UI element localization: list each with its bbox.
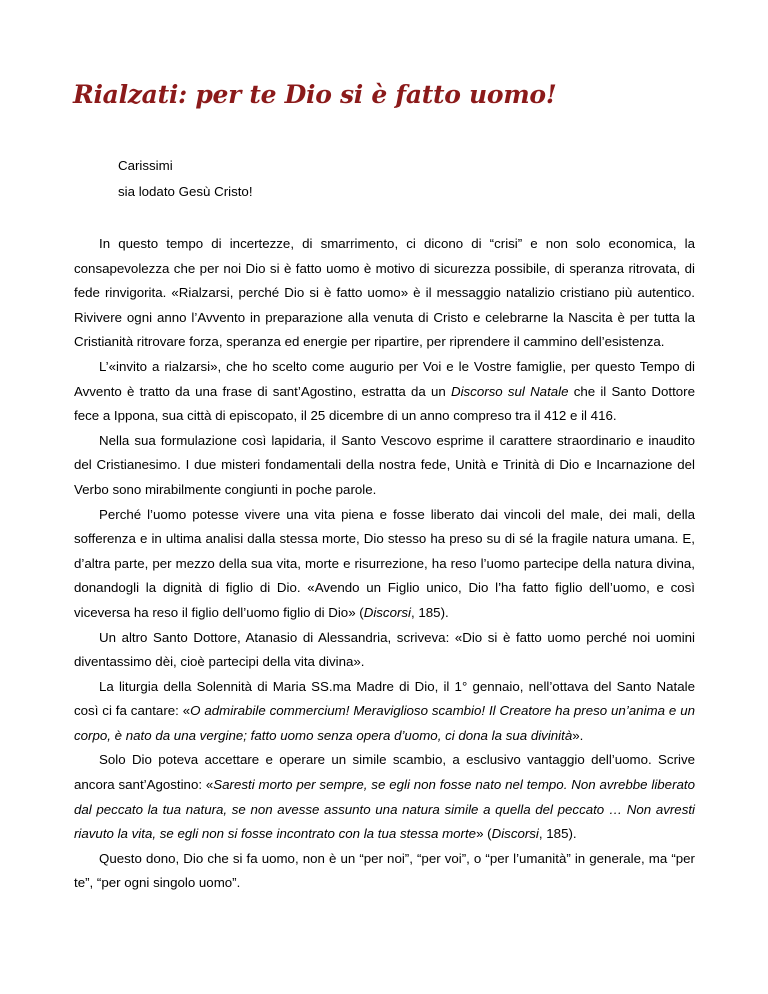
body-paragraph	[74, 626, 695, 675]
italic-text: O admirabile commercium! Meraviglioso scambio! Il Creatore ha preso un’anima e un corpo, è nato da una vergine; fatto uomo senza opera d’uomo, ci dona la sua divinità	[74, 703, 695, 743]
paragraph-text: » (	[476, 826, 492, 842]
body-paragraph	[74, 503, 695, 626]
paragraph-text: L’«invito a rialzarsi», che ho scelto come augurio per Voi e le Vostre famiglie, per questo Tempo di Avvento è tratto da una frase di sant’Agostino, estratta da un	[74, 358, 695, 399]
paragraph-text: , 185).	[538, 826, 577, 842]
document-title: Rialzati: per te Dio si è fatto uomo!	[73, 80, 557, 109]
paragraph-text: Un altro Santo Dottore, Atanasio di Alessandria, scriveva: «Dio si è fatto uomo perché noi uomini diventassimo dèi, cioè partecipi della vita divina».	[74, 629, 695, 670]
salutation-line: sia lodato Gesù Cristo!	[118, 184, 253, 199]
body-paragraph	[74, 675, 695, 749]
paragraph-text: Nella sua formulazione così lapidaria, il Santo Vescovo esprime il carattere straordinario e inaudito del Cristianesimo. I due misteri fondamentali della nostra fede, Unità e Trinità di Dio e Incarnazione del Verbo sono mirabilmente congiunti in poche parole.	[74, 432, 695, 497]
paragraph-text: che il Santo Dottore fece a Ippona, sua città di episcopato, il 25 dicembre di un anno compreso tra il 412 e il 416.	[74, 383, 695, 424]
body-paragraph	[74, 429, 695, 503]
paragraph-text: Perché l’uomo potesse vivere una vita piena e fosse liberato dai vincoli del male, dei mali, della sofferenza e in ultima analisi dalla stessa morte, Dio stesso ha preso su di sé la fragile natura umana. E, d’altra parte, per mezzo della sua vita, morte e risurrezione, ha reso l’uomo partecipe della natura divina, donandogli la dignità di figlio di Dio. «Avendo un Figlio unico, Dio l’ha fatto figlio dell’uomo, e così viceversa ha reso il figlio dell’uomo figlio di Dio» (	[74, 506, 695, 620]
italic-text: Discorsi	[491, 826, 539, 842]
body-text	[74, 232, 695, 896]
italic-text: Discorsi	[363, 604, 411, 620]
paragraph-text: In questo tempo di incertezze, di smarrimento, ci dicono di “crisi” e non solo economica, la consapevolezza che per noi Dio si è fatto uomo è motivo di sicurezza possibile, di speranza ritrovata, di fede rinvigorita. «Rialzarsi, perché Dio si è fatto uomo» è il messaggio natalizio cristiano più autentico. Rivivere ogni anno l’Avvento in preparazione alla venuta di Cristo e celebrarne la Nascita è per tutta la Cristianità ritrovare forza, speranza ed energie per ripartire, per riprendere il cammino dell’esistenza.	[74, 236, 695, 350]
italic-text: Discorso sul Natale	[450, 383, 569, 399]
italic-text: Saresti morto per sempre, se egli non fosse nato nel tempo. Non avrebbe liberato dal peccato la tua natura, se non avesse assunto una natura simile a quella del peccato … Non avresti riavuto la vita, se egli non si fosse incontrato con la tua stessa morte	[74, 777, 695, 842]
body-paragraph	[74, 355, 695, 429]
paragraph-text: La liturgia della Solennità di Maria SS.ma Madre di Dio, il 1° gennaio, nell’ottava del Santo Natale così ci fa cantare: «	[74, 678, 695, 719]
paragraph-text: Solo Dio poteva accettare e operare un simile scambio, a esclusivo vantaggio dell’uomo. Scrive ancora sant’Agostino: «	[74, 752, 695, 793]
paragraph-text: Questo dono, Dio che si fa uomo, non è un “per noi”, “per voi”, o “per l’umanità” in generale, ma “per te”, “per ogni singolo uomo”.	[74, 850, 695, 891]
paragraph-text: ».	[572, 727, 584, 743]
paragraph-text: , 185).	[411, 604, 449, 620]
body-paragraph	[74, 847, 695, 896]
salutation	[118, 153, 253, 205]
body-paragraph	[74, 232, 695, 355]
salutation-line: Carissimi	[118, 158, 173, 173]
body-paragraph	[74, 748, 695, 846]
